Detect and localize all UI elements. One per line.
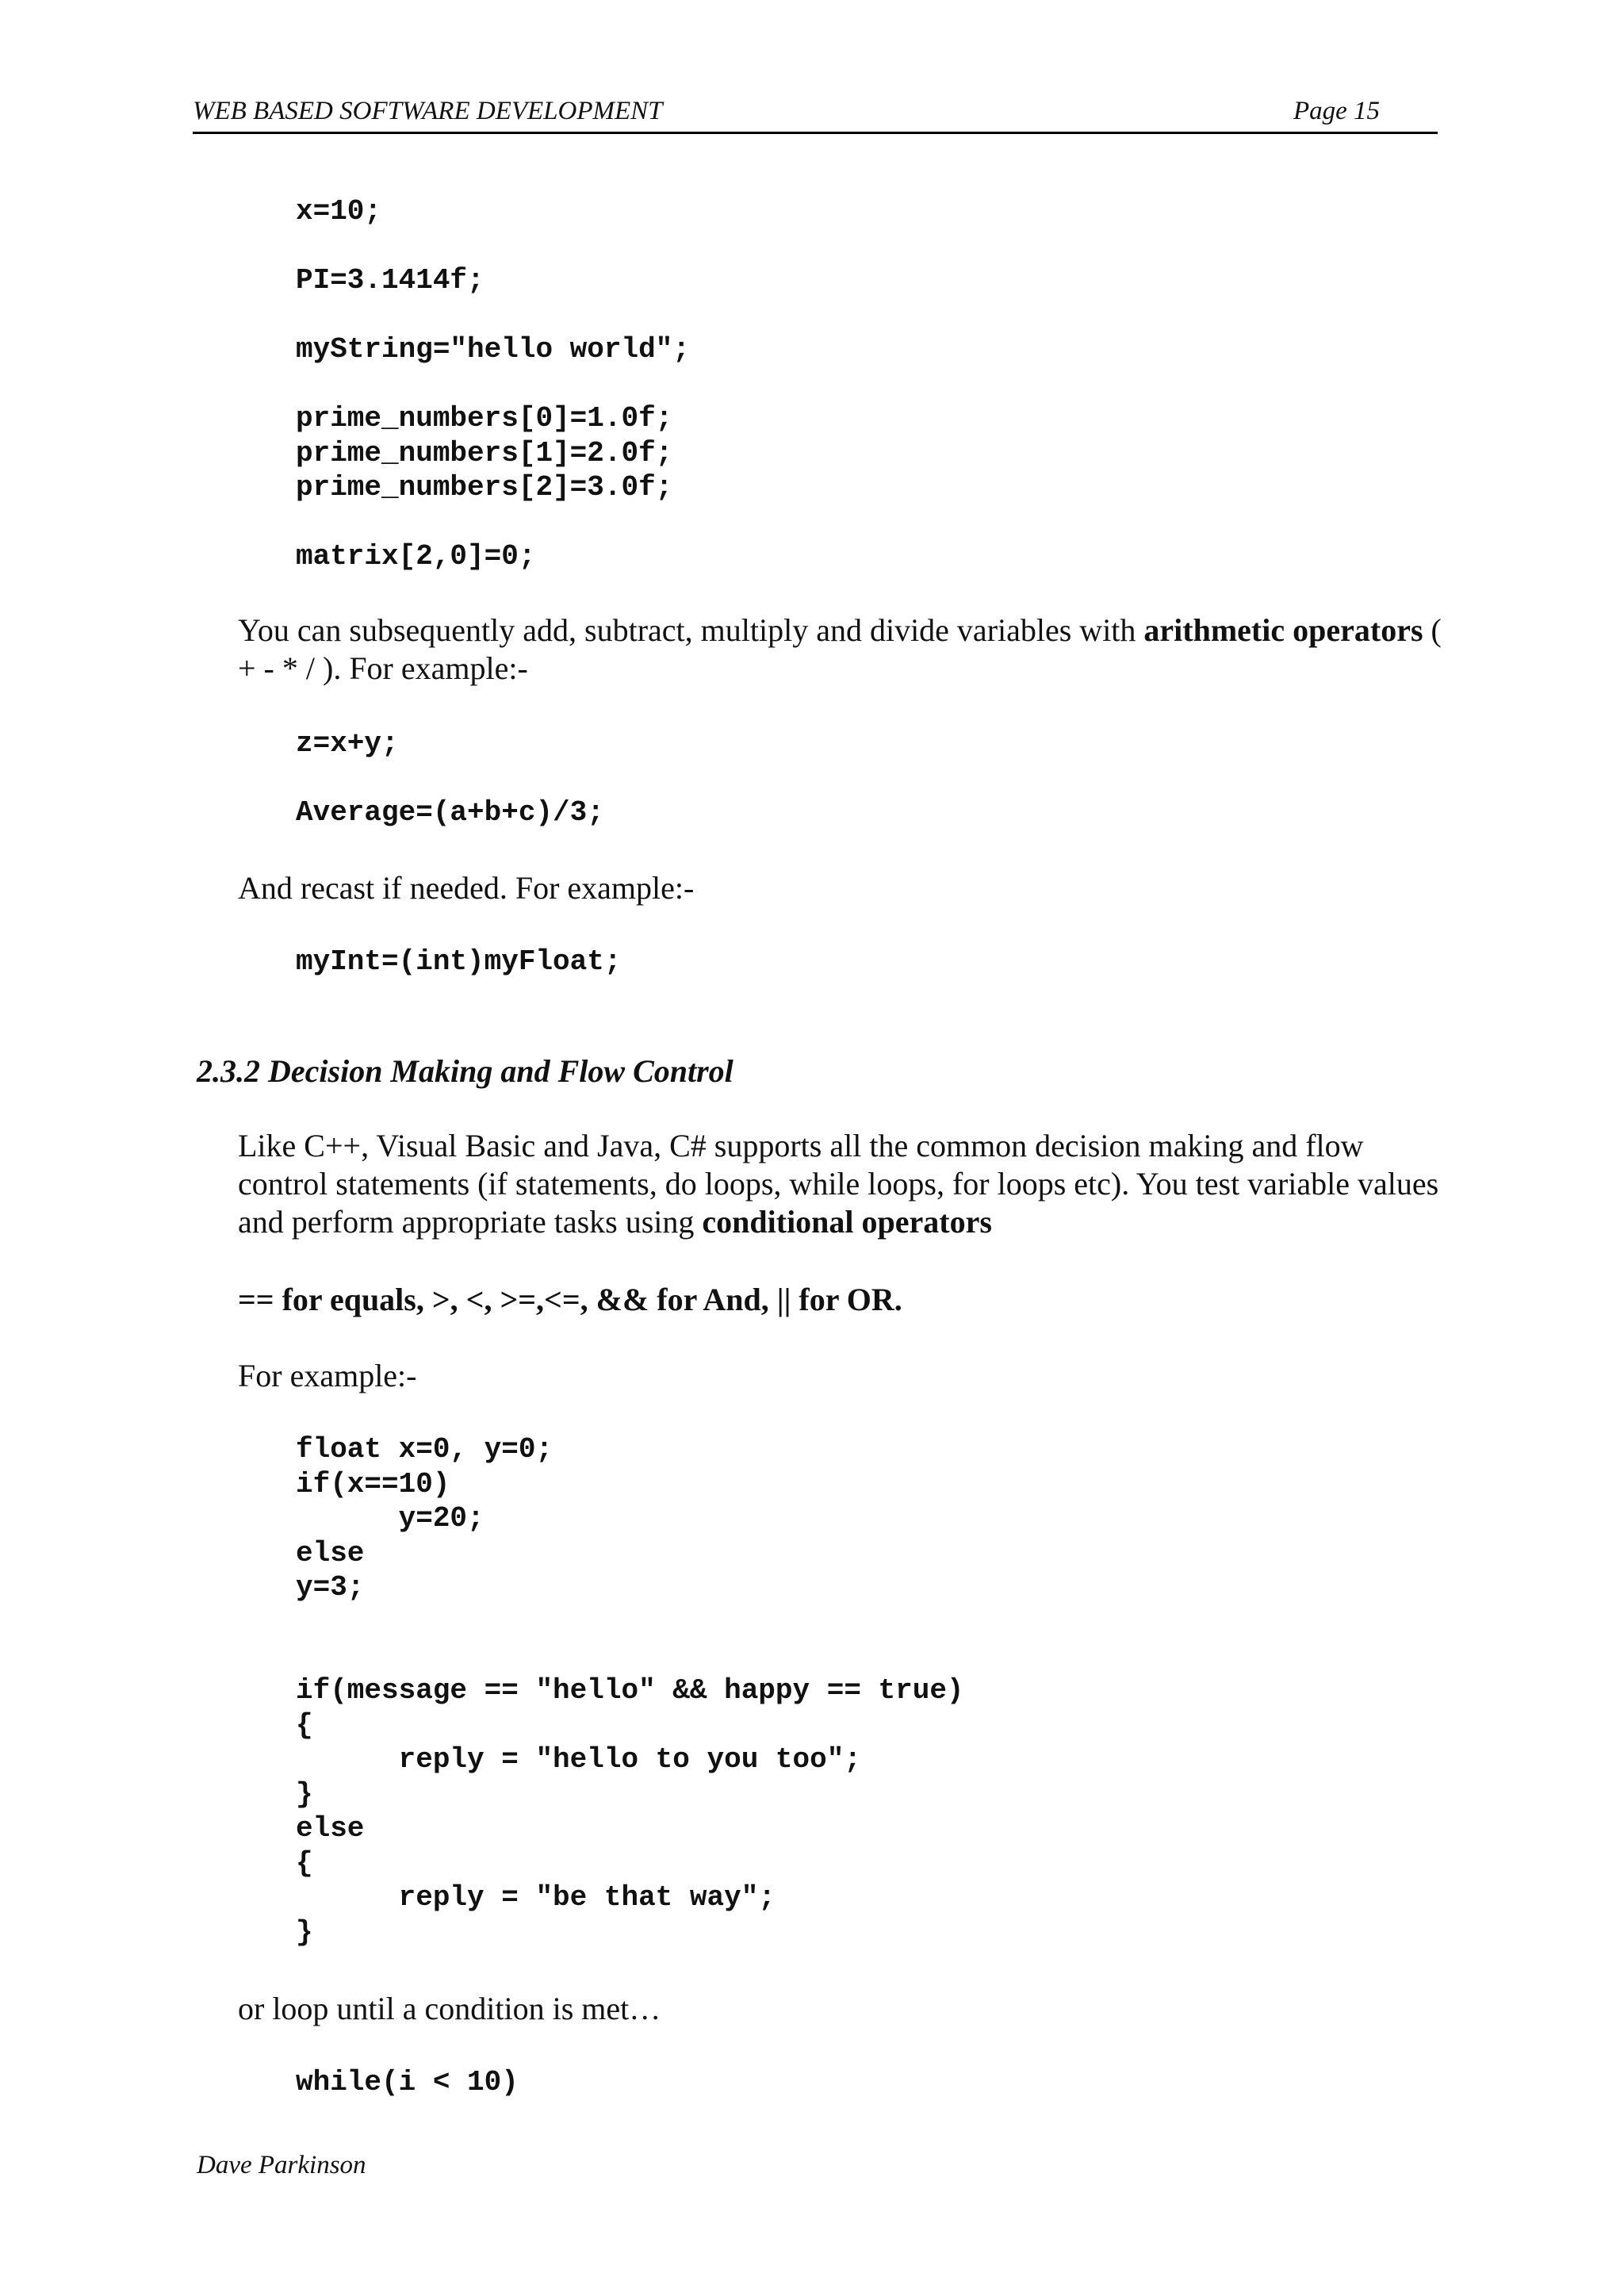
code-assign-string: myString="hello world"; (296, 333, 690, 366)
code-while: while(i < 10) (296, 2066, 519, 2099)
code-arith-sum: z=x+y; (296, 727, 399, 760)
code-assign-prime-numbers: prime_numbers[0]=1.0f; prime_numbers[1]=2.0f; prime_numbers[2]=3.0f; (296, 402, 673, 504)
paragraph-recast: And recast if needed. For example:- (238, 870, 695, 906)
section-heading: 2.3.2 Decision Making and Flow Control (197, 1053, 733, 1089)
paragraph-arithmetic-text: You can subsequently add, subtract, multiply and divide variables with (238, 612, 1144, 648)
paragraph-for-example: For example:- (238, 1358, 417, 1393)
paragraph-decision (238, 1127, 1459, 1241)
code-assign-x: x=10; (296, 195, 382, 228)
page-number: Page 15 (1293, 97, 1381, 125)
paragraph-arithmetic (238, 611, 1459, 688)
document-title: WEB BASED SOFTWARE DEVELOPMENT (193, 97, 663, 125)
paragraph-decision-bold: conditional operators (702, 1204, 992, 1240)
code-if-else-block: if(message == "hello" && happy == true) { reply = "hello to you too"; } else { reply = "be that way"; } (296, 1674, 964, 1949)
page-footer-author: Dave Parkinson (197, 2151, 366, 2179)
code-assign-matrix: matrix[2,0]=0; (296, 540, 536, 573)
paragraph-arithmetic-text-after: ( + - * / ). For example:- (238, 612, 1442, 686)
code-recast: myInt=(int)myFloat; (296, 945, 622, 978)
code-assign-pi: PI=3.1414f; (296, 264, 485, 297)
paragraph-decision-text: Like C++, Visual Basic and Java, C# supports all the common decision making and flow control statements (if statements, do loops, while loops, for loops etc). You test variable values and perform appropriate tasks using (238, 1128, 1439, 1240)
code-if-else-simple: float x=0, y=0; if(x==10) y=20; else y=3; (296, 1433, 553, 1604)
page-header (193, 94, 1438, 134)
paragraph-loop: or loop until a condition is met… (238, 1991, 661, 2026)
paragraph-operators: == for equals, >, <, >=,<=, && for And, || for OR. (238, 1282, 902, 1317)
paragraph-arithmetic-bold: arithmetic operators (1143, 612, 1423, 648)
code-arith-average: Average=(a+b+c)/3; (296, 796, 604, 829)
